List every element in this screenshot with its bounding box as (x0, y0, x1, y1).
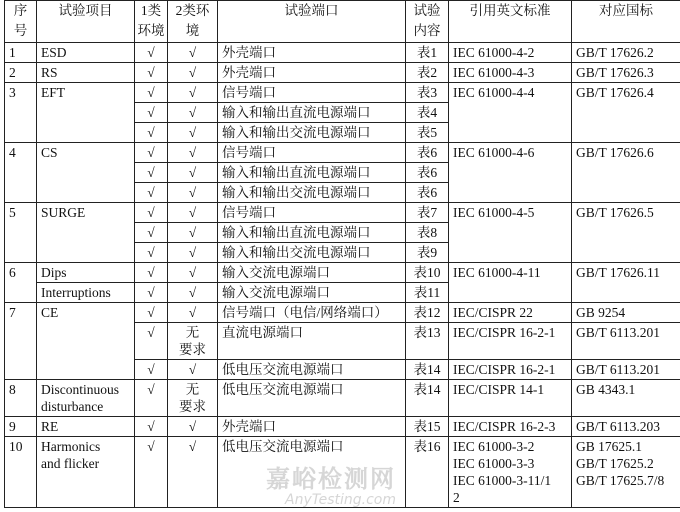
cell-iec-standard: IEC 61000-4-4 (449, 83, 572, 143)
cell-env1: √ (135, 143, 168, 163)
cell-gb-standard: GB 4343.1 (572, 380, 680, 417)
cell-env2: √ (168, 183, 218, 203)
cell-env1: √ (135, 243, 168, 263)
cell-env1: √ (135, 360, 168, 380)
cell-iec-standard: IEC/CISPR 16-2-1 (449, 360, 572, 380)
cell-test-port: 输入交流电源端口 (218, 263, 406, 283)
cell-no: 3 (5, 83, 37, 143)
cell-test-port: 低电压交流电源端口 (218, 380, 406, 417)
cell-env2: √ (168, 83, 218, 103)
cell-gb-standard: GB/T 6113.201 (572, 323, 680, 360)
cell-no: 1 (5, 43, 37, 63)
cell-env1: √ (135, 103, 168, 123)
cell-iec-standard: IEC 61000-4-6 (449, 143, 572, 203)
cell-gb-standard: GB/T 17626.11 (572, 263, 680, 303)
cell-env1: √ (135, 437, 168, 508)
table-row (5, 303, 680, 323)
cell-env1: √ (135, 83, 168, 103)
cell-env2: √ (168, 417, 218, 437)
cell-env1: √ (135, 283, 168, 303)
cell-test-content: 表6 (406, 143, 449, 163)
cell-env2: √ (168, 103, 218, 123)
cell-env2: √ (168, 243, 218, 263)
cell-test-content: 表8 (406, 223, 449, 243)
cell-test-port: 输入和输出直流电源端口 (218, 163, 406, 183)
cell-no: 6 (5, 263, 37, 303)
cell-env2: √ (168, 360, 218, 380)
cell-env1: √ (135, 380, 168, 417)
cell-env2: √ (168, 143, 218, 163)
cell-test-content: 表16 (406, 437, 449, 508)
cell-test-port: 输入和输出交流电源端口 (218, 243, 406, 263)
cell-gb-standard: GB/T 17626.4 (572, 83, 680, 143)
cell-env1: √ (135, 263, 168, 283)
cell-test-item: Discontinuous disturbance (37, 380, 135, 417)
header-test-port: 试验端口 (218, 1, 406, 43)
cell-test-content: 表1 (406, 43, 449, 63)
cell-test-content: 表14 (406, 380, 449, 417)
cell-iec-standard: IEC/CISPR 16-2-3 (449, 417, 572, 437)
header-env1: 1类 环境 (135, 1, 168, 43)
cell-no: 8 (5, 380, 37, 417)
cell-no: 2 (5, 63, 37, 83)
cell-env2: √ (168, 43, 218, 63)
cell-gb-standard: GB/T 17626.5 (572, 203, 680, 263)
cell-env2: √ (168, 123, 218, 143)
cell-test-port: 直流电源端口 (218, 323, 406, 360)
cell-test-port: 低电压交流电源端口 (218, 437, 406, 508)
cell-gb-standard: GB 9254 (572, 303, 680, 323)
cell-env1: √ (135, 303, 168, 323)
cell-no: 9 (5, 417, 37, 437)
cell-env2: 无 要求 (168, 323, 218, 360)
cell-env2: √ (168, 303, 218, 323)
table-row (5, 417, 680, 437)
cell-iec-standard: IEC 61000-4-5 (449, 203, 572, 263)
table-header-row (5, 1, 680, 43)
cell-gb-standard: GB/T 17626.6 (572, 143, 680, 203)
cell-gb-standard: GB/T 17626.3 (572, 63, 680, 83)
cell-test-content: 表6 (406, 183, 449, 203)
cell-iec-standard: IEC/CISPR 16-2-1 (449, 323, 572, 360)
cell-iec-standard: IEC 61000-4-2 (449, 43, 572, 63)
cell-test-item: CE (37, 303, 135, 380)
cell-test-content: 表2 (406, 63, 449, 83)
header-test-item: 试验项目 (37, 1, 135, 43)
cell-test-item: SURGE (37, 203, 135, 263)
cell-test-content: 表10 (406, 263, 449, 283)
cell-test-port: 输入和输出直流电源端口 (218, 223, 406, 243)
cell-test-port: 信号端口 (218, 143, 406, 163)
cell-no: 4 (5, 143, 37, 203)
cell-test-port: 输入交流电源端口 (218, 283, 406, 303)
cell-test-content: 表7 (406, 203, 449, 223)
cell-env1: √ (135, 417, 168, 437)
cell-test-port: 信号端口 (218, 83, 406, 103)
table-row (5, 263, 680, 283)
cell-test-content: 表3 (406, 83, 449, 103)
cell-test-item: ESD (37, 43, 135, 63)
cell-test-port: 输入和输出交流电源端口 (218, 123, 406, 143)
cell-env1: √ (135, 183, 168, 203)
cell-env1: √ (135, 163, 168, 183)
table-row (5, 380, 680, 417)
cell-env1: √ (135, 123, 168, 143)
cell-test-content: 表14 (406, 360, 449, 380)
header-iec-standard: 引用英文标准 (449, 1, 572, 43)
cell-test-content: 表13 (406, 323, 449, 360)
cell-test-content: 表15 (406, 417, 449, 437)
cell-test-port: 外壳端口 (218, 417, 406, 437)
cell-env2: √ (168, 263, 218, 283)
cell-env1: √ (135, 203, 168, 223)
cell-env2: √ (168, 283, 218, 303)
cell-no: 7 (5, 303, 37, 380)
cell-test-item: RE (37, 417, 135, 437)
cell-test-port: 外壳端口 (218, 63, 406, 83)
table-row (5, 437, 680, 508)
header-no: 序 号 (5, 1, 37, 43)
emc-test-table (4, 0, 680, 508)
cell-iec-standard: IEC 61000-4-11 (449, 263, 572, 303)
header-gb-standard: 对应国标 (572, 1, 680, 43)
cell-test-content: 表9 (406, 243, 449, 263)
cell-test-port: 外壳端口 (218, 43, 406, 63)
cell-gb-standard: GB 17625.1 GB/T 17625.2 GB/T 17625.7/8 (572, 437, 680, 508)
cell-gb-standard: GB/T 6113.201 (572, 360, 680, 380)
cell-test-item: Dips (37, 263, 135, 283)
cell-test-content: 表4 (406, 103, 449, 123)
cell-test-port: 信号端口 (218, 203, 406, 223)
cell-test-item: CS (37, 143, 135, 203)
cell-gb-standard: GB/T 17626.2 (572, 43, 680, 63)
cell-env2: √ (168, 163, 218, 183)
cell-env2: 无 要求 (168, 380, 218, 417)
cell-test-content: 表5 (406, 123, 449, 143)
cell-no: 10 (5, 437, 37, 508)
table-row (5, 63, 680, 83)
cell-test-content: 表6 (406, 163, 449, 183)
cell-iec-standard: IEC/CISPR 22 (449, 303, 572, 323)
cell-env2: √ (168, 223, 218, 243)
table-row (5, 83, 680, 103)
header-test-content: 试验 内容 (406, 1, 449, 43)
cell-test-item: Interruptions (37, 283, 135, 303)
cell-test-item: RS (37, 63, 135, 83)
cell-test-port: 输入和输出直流电源端口 (218, 103, 406, 123)
cell-test-port: 低电压交流电源端口 (218, 360, 406, 380)
header-env2: 2类环 境 (168, 1, 218, 43)
cell-env1: √ (135, 43, 168, 63)
table-row (5, 43, 680, 63)
watermark-logo: 嘉峪检测网 AnyTesting.com (266, 465, 396, 508)
cell-env2: √ (168, 63, 218, 83)
table-row (5, 203, 680, 223)
cell-gb-standard: GB/T 6113.203 (572, 417, 680, 437)
cell-env2: √ (168, 437, 218, 508)
cell-env1: √ (135, 63, 168, 83)
cell-env2: √ (168, 203, 218, 223)
cell-test-port: 信号端口（电信/网络端口） (218, 303, 406, 323)
cell-env1: √ (135, 223, 168, 243)
cell-no: 5 (5, 203, 37, 263)
cell-test-item: EFT (37, 83, 135, 143)
cell-iec-standard: IEC 61000-4-3 (449, 63, 572, 83)
cell-iec-standard: IEC/CISPR 14-1 (449, 380, 572, 417)
cell-test-content: 表12 (406, 303, 449, 323)
cell-test-port: 输入和输出交流电源端口 (218, 183, 406, 203)
cell-test-item: Harmonics and flicker (37, 437, 135, 508)
cell-env1: √ (135, 323, 168, 360)
cell-iec-standard: IEC 61000-3-2 IEC 61000-3-3 IEC 61000-3-11/1 2 (449, 437, 572, 508)
cell-test-content: 表11 (406, 283, 449, 303)
table-row (5, 143, 680, 163)
